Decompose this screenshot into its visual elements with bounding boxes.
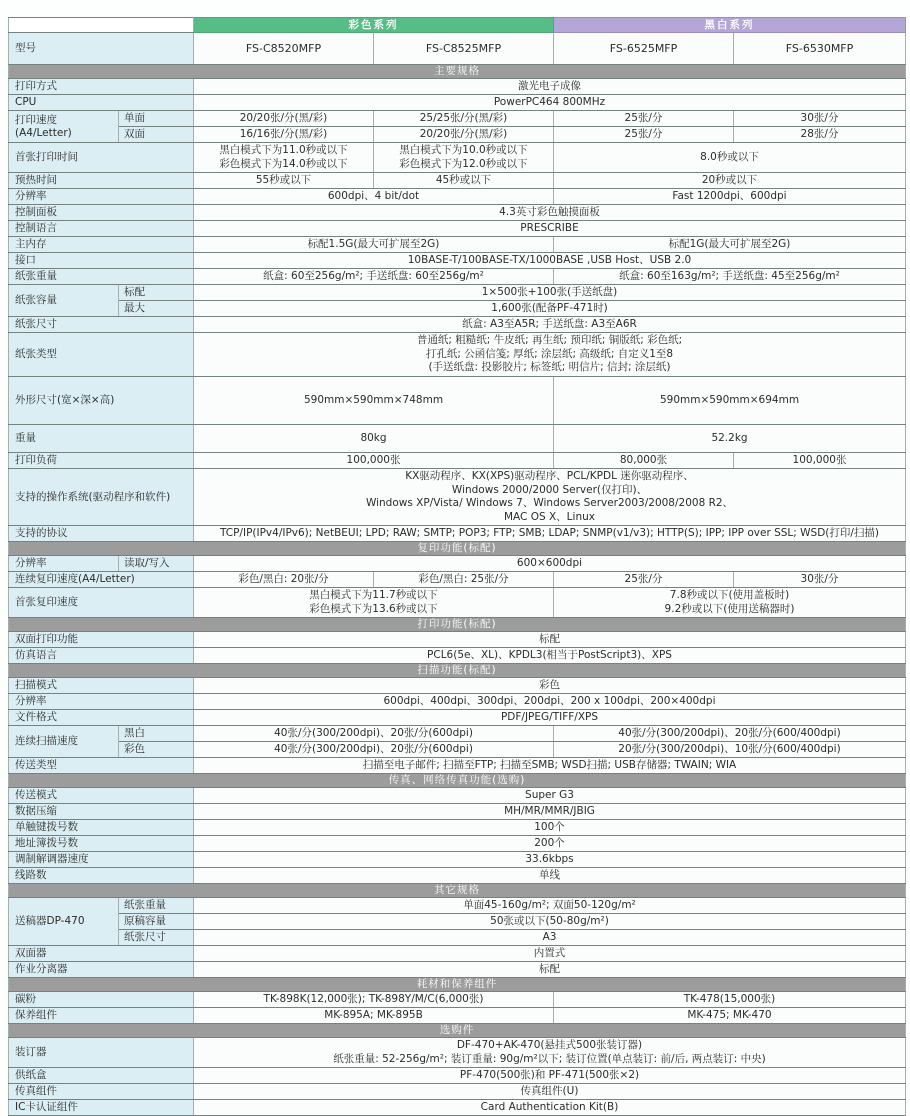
spec-value: 200个 — [194, 836, 906, 852]
spec-value: 7.8秒或以下(使用盖板时) 9.2秒或以下(使用送稿器时) — [554, 588, 906, 618]
spec-value: 黑白模式下为11.0秒或以下 彩色模式下为14.0秒或以下 — [194, 143, 374, 173]
row-label: 双面打印功能 — [9, 632, 194, 648]
spec-value: 20/20张/分(黑/彩) — [194, 111, 374, 127]
row-label: 预热时间 — [9, 173, 194, 189]
section-header: 耗材和保养组件 — [9, 978, 906, 992]
spec-value: 8.0秒或以下 — [554, 143, 906, 173]
spec-value: 单线 — [194, 868, 906, 884]
row-label: 接口 — [9, 253, 194, 269]
row-label: CPU — [9, 95, 194, 111]
row-label: 传送模式 — [9, 788, 194, 804]
spec-value: TCP/IP(IPv4/IPv6); NetBEUI; LPD; RAW; SMTP; POP3; FTP; SMB; LDAP; SNMP(v1/v3); HTTP(S); IPP; IPP over SSL; WSD(打印/扫描) — [194, 526, 906, 542]
row-sublabel: 标配 — [119, 285, 194, 301]
spec-value: 内置式 — [194, 946, 906, 962]
spec-value: 1,600张(配备PF-471时) — [194, 301, 906, 317]
row-label: 数据压缩 — [9, 804, 194, 820]
spec-value: 普通纸; 粗糙纸; 牛皮纸; 再生纸; 预印纸; 铜版纸; 彩色纸; 打孔纸; 公函信笺; 厚纸; 涂层纸; 高级纸; 自定义1至8 (手送纸盘: 投影胶片; 标签纸; 明信片; 信封; 涂层纸) — [194, 333, 906, 377]
spec-value: 590mm×590mm×694mm — [554, 377, 906, 425]
spec-value: 纸盒: 60至163g/m²; 手送纸盘: 45至256g/m² — [554, 269, 906, 285]
spec-value: Super G3 — [194, 788, 906, 804]
spec-value: 4.3英寸彩色触摸面板 — [194, 205, 906, 221]
spec-value: 标配1G(最大可扩展至2G) — [554, 237, 906, 253]
row-label: 连续扫描速度 — [9, 726, 119, 758]
spec-value: 纸盒: 60至256g/m²; 手送纸盘: 60至256g/m² — [194, 269, 554, 285]
spec-value: 1×500张+100张(手送纸盘) — [194, 285, 906, 301]
spec-value: 600dpi、400dpi、300dpi、200dpi、200 x 100dpi、200×400dpi — [194, 694, 906, 710]
row-label: 重量 — [9, 425, 194, 453]
row-label: 打印负荷 — [9, 453, 194, 469]
row-label: 纸张尺寸 — [9, 317, 194, 333]
spec-value: PowerPC464 800MHz — [194, 95, 906, 111]
spec-value: 25张/分 — [554, 572, 734, 588]
row-label: 送稿器DP-470 — [9, 898, 119, 946]
row-label: 分辨率 — [9, 189, 194, 205]
row-label: 地址簿拨号数 — [9, 836, 194, 852]
row-label: 首张打印时间 — [9, 143, 194, 173]
row-label: 控制面板 — [9, 205, 194, 221]
row-label: 分辨率 — [9, 556, 119, 572]
spec-value: MH/MR/MMR/JBIG — [194, 804, 906, 820]
spec-value: 25张/分 — [554, 111, 734, 127]
spec-value: MK-475; MK-470 — [554, 1008, 906, 1024]
row-label: 单触键拨号数 — [9, 820, 194, 836]
spec-value: 100,000张 — [194, 453, 554, 469]
spec-value: 52.2kg — [554, 425, 906, 453]
row-label: 纸张容量 — [9, 285, 119, 317]
row-label: 双面器 — [9, 946, 194, 962]
row-label: 纸张类型 — [9, 333, 194, 377]
row-sublabel: 原稿容量 — [119, 914, 194, 930]
spec-value: PDF/JPEG/TIFF/XPS — [194, 710, 906, 726]
spec-value: A3 — [194, 930, 906, 946]
row-sublabel: 单面 — [119, 111, 194, 127]
series-header-color: 彩色系列 — [194, 18, 554, 33]
spec-value: 40张/分(300/200dpi)、20张/分(600dpi) — [194, 726, 554, 742]
spec-value: TK-898K(12,000张); TK-898Y/M/C(6,000张) — [194, 992, 554, 1008]
row-sublabel: 最大 — [119, 301, 194, 317]
spec-value: 30张/分 — [734, 111, 906, 127]
spec-value: 20张/分(300/200dpi)、10张/分(600/400dpi) — [554, 742, 906, 758]
row-sublabel: 彩色 — [119, 742, 194, 758]
row-label: 控制语言 — [9, 221, 194, 237]
spec-value: 黑白模式下为10.0秒或以下 彩色模式下为12.0秒或以下 — [374, 143, 554, 173]
row-label: 线路数 — [9, 868, 194, 884]
section-header: 主要规格 — [9, 65, 906, 79]
spec-value: PF-470(500张)和 PF-471(500张×2) — [194, 1068, 906, 1084]
spec-value: 标配 — [194, 962, 906, 978]
spec-value: 彩色/黑白: 25张/分 — [374, 572, 554, 588]
row-sublabel: 双面 — [119, 127, 194, 143]
spec-value: MK-895A; MK-895B — [194, 1008, 554, 1024]
spec-value: 80kg — [194, 425, 554, 453]
row-sublabel: 读取/写入 — [119, 556, 194, 572]
row-label: 分辨率 — [9, 694, 194, 710]
spec-value: 100,000张 — [734, 453, 906, 469]
spec-value: 600dpi、4 bit/dot — [194, 189, 554, 205]
spec-value: PCL6(5e、XL)、KPDL3(相当于PostScript3)、XPS — [194, 648, 906, 664]
spec-value: 600×600dpi — [194, 556, 906, 572]
row-sublabel: 纸张重量 — [119, 898, 194, 914]
model-row — [9, 33, 906, 65]
row-label: 传送类型 — [9, 758, 194, 774]
series-header-mono: 黑白系列 — [554, 18, 906, 33]
spec-value: 25/25张/分(黑/彩) — [374, 111, 554, 127]
model-name-4: FS-6530MFP — [734, 33, 906, 65]
row-label: 主内存 — [9, 237, 194, 253]
spec-value: DF-470+AK-470(悬挂式500张装订器) 纸张重量: 52-256g/m²; 装订重量: 90g/m²以下; 装订位置(单点装订: 前/后, 两点装订: 中央) — [194, 1038, 906, 1068]
spec-value: PRESCRIBE — [194, 221, 906, 237]
row-label: 作业分离器 — [9, 962, 194, 978]
spec-value: 彩色 — [194, 678, 906, 694]
spec-value: 彩色/黑白: 20张/分 — [194, 572, 374, 588]
spec-value: 标配 — [194, 632, 906, 648]
row-label: 支持的操作系统(驱动程序和软件) — [9, 469, 194, 526]
spec-value: 单面45-160g/m²; 双面50-120g/m² — [194, 898, 906, 914]
section-header: 复印功能(标配) — [9, 542, 906, 556]
row-label: 文件格式 — [9, 710, 194, 726]
spec-value: 20/20张/分(黑/彩) — [374, 127, 554, 143]
section-header: 扫描功能(标配) — [9, 664, 906, 678]
row-sublabel: 黑白 — [119, 726, 194, 742]
row-label: 调制解调器速度 — [9, 852, 194, 868]
spec-value: 55秒或以下 — [194, 173, 374, 189]
row-label: 供纸盒 — [9, 1068, 194, 1084]
model-name-3: FS-6525MFP — [554, 33, 734, 65]
spec-value: 590mm×590mm×748mm — [194, 377, 554, 425]
section-header: 其它规格 — [9, 884, 906, 898]
row-label: 连续复印速度(A4/Letter) — [9, 572, 194, 588]
model-name-1: FS-C8520MFP — [194, 33, 374, 65]
spec-value: 传真组件(U) — [194, 1084, 906, 1100]
model-name-2: FS-C8525MFP — [374, 33, 554, 65]
spec-value: Fast 1200dpi、600dpi — [554, 189, 906, 205]
row-label: 打印方式 — [9, 79, 194, 95]
section-header: 传真、网络传真功能(选购) — [9, 774, 906, 788]
row-label: 仿真语言 — [9, 648, 194, 664]
spec-table-body — [9, 65, 906, 1116]
spec-value: Card Authentication Kit(B) — [194, 1100, 906, 1116]
spec-value: 30张/分 — [734, 572, 906, 588]
section-header: 选购件 — [9, 1024, 906, 1038]
corner-cell — [9, 18, 194, 33]
spec-value: 25张/分 — [554, 127, 734, 143]
spec-value: 10BASE-T/100BASE-TX/1000BASE ,USB Host、USB 2.0 — [194, 253, 906, 269]
spec-value: 20秒或以下 — [554, 173, 906, 189]
row-label: 碳粉 — [9, 992, 194, 1008]
row-label: 支持的协议 — [9, 526, 194, 542]
spec-value: 黑白模式下为11.7秒或以下 彩色模式下为13.6秒或以下 — [194, 588, 554, 618]
spec-value: 40张/分(300/200dpi)、20张/分(600dpi) — [194, 742, 554, 758]
spec-value: TK-478(15,000张) — [554, 992, 906, 1008]
spec-value: 50张或以下(50-80g/m²) — [194, 914, 906, 930]
section-header: 打印功能(标配) — [9, 618, 906, 632]
spec-value: 45秒或以下 — [374, 173, 554, 189]
row-label: 扫描模式 — [9, 678, 194, 694]
spec-value: KX驱动程序、KX(XPS)驱动程序、PCL/KPDL 迷你驱动程序、 Windows 2000/2000 Server(仅打印)、 Windows XP/Vista/ Windows 7、Windows Server2003/2008/2008 R2、 MAC OS X、Linux — [194, 469, 906, 526]
printer-spec-table — [8, 17, 906, 1116]
spec-value: 80,000张 — [554, 453, 734, 469]
spec-value: 扫描至电子邮件; 扫描至FTP; 扫描至SMB; WSD扫描; USB存储器; TWAIN; WIA — [194, 758, 906, 774]
row-label: 外形尺寸(宽×深×高) — [9, 377, 194, 425]
spec-value: 16/16张/分(黑/彩) — [194, 127, 374, 143]
row-label: 纸张重量 — [9, 269, 194, 285]
spec-value: 标配1.5G(最大可扩展至2G) — [194, 237, 554, 253]
row-label: 打印速度 (A4/Letter) — [9, 111, 119, 143]
spec-value: 28张/分 — [734, 127, 906, 143]
row-label: 保养组件 — [9, 1008, 194, 1024]
spec-value: 33.6kbps — [194, 852, 906, 868]
spec-value: 激光电子成像 — [194, 79, 906, 95]
row-sublabel: 纸张尺寸 — [119, 930, 194, 946]
row-label: IC卡认证组件 — [9, 1100, 194, 1116]
row-label: 传真组件 — [9, 1084, 194, 1100]
model-row-label: 型号 — [9, 33, 194, 65]
spec-value: 纸盒: A3至A5R; 手送纸盘: A3至A6R — [194, 317, 906, 333]
row-label: 首张复印速度 — [9, 588, 194, 618]
series-header-row — [9, 18, 906, 33]
spec-value: 40张/分(300/200dpi)、20张/分(600/400dpi) — [554, 726, 906, 742]
spec-value: 100个 — [194, 820, 906, 836]
row-label: 装订器 — [9, 1038, 194, 1068]
